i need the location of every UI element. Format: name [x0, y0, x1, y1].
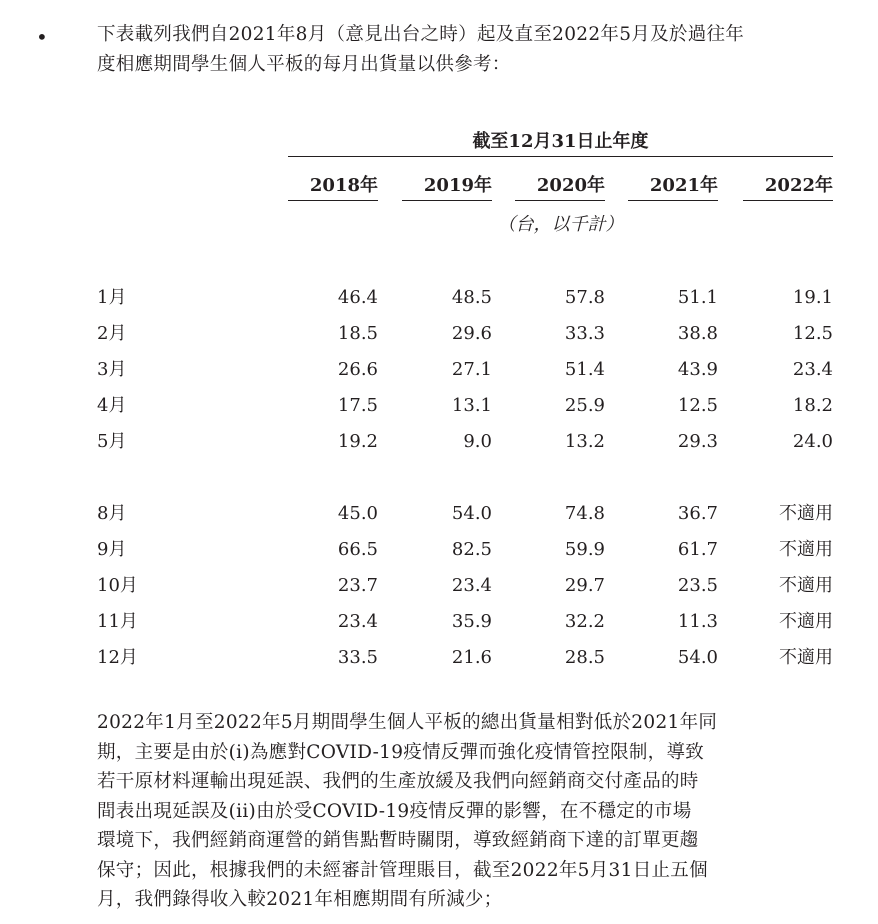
analysis-line: 2022年1月至2022年5月期間學生個人平板的總出貨量相對低於2021年同: [97, 712, 718, 733]
table-cell: 26.6: [337, 359, 378, 380]
table-cell: 18.2: [792, 395, 833, 416]
table-cell: 33.3: [564, 323, 605, 344]
table-row: [0, 356, 878, 384]
table-cell: 23.4: [337, 611, 378, 632]
table-cell: 23.4: [792, 359, 833, 380]
table-cell: 9.0: [463, 431, 492, 452]
month-label: 1月: [97, 287, 127, 308]
table-cell: 19.1: [792, 287, 833, 308]
table-row: [0, 608, 878, 636]
analysis-line: 環境下，我們經銷商運營的銷售點暫時關閉，導致經銷商下達的訂單更趨: [97, 830, 699, 851]
table-cell: 54.0: [677, 647, 718, 668]
table-cell: 不適用: [779, 611, 833, 632]
analysis-line: 間表出現延誤及(ii)由於受COVID-19疫情反彈的影響，在不穩定的市場: [97, 800, 692, 822]
table-cell: 66.5: [337, 539, 378, 560]
table-cell: 13.2: [564, 431, 605, 452]
month-label: 8月: [97, 503, 127, 524]
table-cell: 46.4: [337, 287, 378, 308]
month-label: 9月: [97, 539, 127, 560]
table-cell: 51.4: [564, 359, 605, 380]
table-cell: 11.3: [677, 611, 718, 632]
analysis-line: 若干原材料運輸出現延誤、我們的生產放緩及我們向經銷商交付產品的時: [97, 771, 699, 792]
table-row: [0, 392, 878, 420]
table-cell: 28.5: [564, 647, 605, 668]
table-cell: 不適用: [779, 539, 833, 560]
table-row: [0, 572, 878, 600]
month-label: 10月: [97, 575, 138, 596]
unit-note: （台，以千計）: [497, 214, 624, 235]
table-cell: 不適用: [779, 647, 833, 668]
table-cell: 27.1: [451, 359, 492, 380]
analysis-line: 期，主要是由於(i)為應對COVID-19疫情反彈而強化疫情管控限制，導致: [97, 741, 705, 763]
table-cell: 18.5: [337, 323, 378, 344]
table-cell: 29.6: [451, 323, 492, 344]
intro-paragraph: [97, 20, 842, 80]
table-cell: 51.1: [677, 287, 718, 308]
table-cell: 29.3: [677, 431, 718, 452]
table-cell: 36.7: [677, 503, 718, 524]
table-cell: 59.9: [564, 539, 605, 560]
table-cell: 57.8: [564, 287, 605, 308]
month-label: 2月: [97, 323, 127, 344]
table-row: [0, 428, 878, 456]
table-cell: 35.9: [451, 611, 492, 632]
table-cell: 38.8: [677, 323, 718, 344]
table-cell: 19.2: [337, 431, 378, 452]
table-row: [0, 320, 878, 348]
table-cell: 48.5: [451, 287, 492, 308]
table-cell: 54.0: [451, 503, 492, 524]
year-header-2021: 2021年: [628, 172, 718, 201]
table-cell: 74.8: [564, 503, 605, 524]
month-label: 3月: [97, 359, 127, 380]
table-cell: 25.9: [564, 395, 605, 416]
analysis-line: 月，我們錄得收入較2021年相應期間有所減少；: [97, 889, 503, 910]
table-cell: 33.5: [337, 647, 378, 668]
table-cell: 32.2: [564, 611, 605, 632]
table-cell: 24.0: [792, 431, 833, 452]
bullet-point: •: [36, 25, 48, 49]
month-label: 12月: [97, 647, 138, 668]
table-cell: 82.5: [451, 539, 492, 560]
table-cell: 17.5: [337, 395, 378, 416]
table-row: [0, 536, 878, 564]
table-cell: 23.7: [337, 575, 378, 596]
month-label: 11月: [97, 611, 138, 632]
table-cell: 23.5: [677, 575, 718, 596]
table-cell: 21.6: [451, 647, 492, 668]
intro-line: 度相應期間學生個人平板的每月出貨量以供參考：: [97, 54, 511, 75]
year-header-2022: 2022年: [743, 172, 833, 201]
year-header-2019: 2019年: [402, 172, 492, 201]
table-cell: 13.1: [451, 395, 492, 416]
table-cell: 12.5: [677, 395, 718, 416]
table-cell: 不適用: [779, 575, 833, 596]
table-cell: 不適用: [779, 503, 833, 524]
intro-line: 下表載列我們自2021年8月（意見出台之時）起及直至2022年5月及於過往年: [97, 24, 745, 45]
month-label: 4月: [97, 395, 127, 416]
table-cell: 43.9: [677, 359, 718, 380]
table-row: [0, 284, 878, 312]
month-label: 5月: [97, 431, 127, 452]
year-header-2020: 2020年: [515, 172, 605, 201]
year-header-2018: 2018年: [288, 172, 378, 201]
table-cell: 29.7: [564, 575, 605, 596]
analysis-line: 保守；因此，根據我們的未經審計管理賬目，截至2022年5月31日止五個: [97, 859, 708, 881]
analysis-paragraph: [97, 708, 842, 915]
table-cell: 61.7: [677, 539, 718, 560]
table-row: [0, 500, 878, 528]
table-cell: 12.5: [792, 323, 833, 344]
table-row: [0, 644, 878, 672]
table-cell: 45.0: [337, 503, 378, 524]
table-span-header: 截至12月31日止年度: [288, 128, 833, 157]
table-cell: 23.4: [451, 575, 492, 596]
